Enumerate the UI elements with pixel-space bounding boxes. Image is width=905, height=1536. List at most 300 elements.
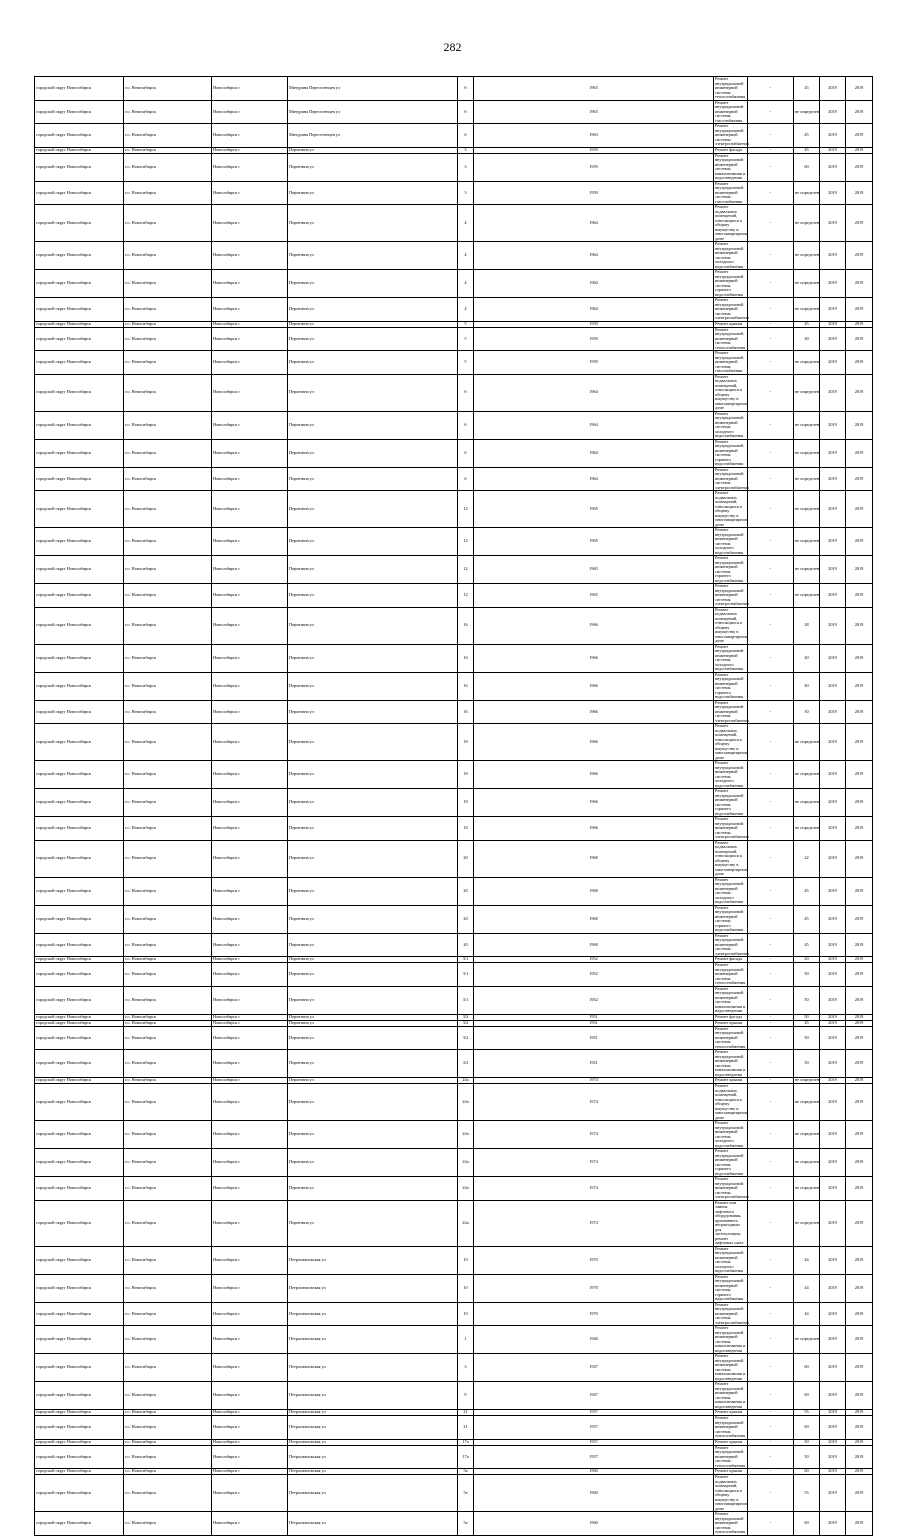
dash-cell: - bbox=[748, 351, 794, 375]
house-number-cell: 24а bbox=[458, 1084, 474, 1121]
year-to-cell: 2019 bbox=[846, 374, 873, 411]
term-cell: 60 bbox=[794, 1354, 820, 1382]
term-cell: не определен bbox=[794, 270, 820, 298]
dash-cell: - bbox=[748, 1302, 794, 1326]
term-cell: 30 bbox=[794, 327, 820, 351]
municipality-cell: городской округ Новосибирск bbox=[35, 1014, 124, 1020]
year-to-cell: 2019 bbox=[846, 1121, 873, 1149]
house-number-cell: 5а bbox=[458, 1469, 474, 1475]
work-type-cell: Ремонт внутридомовой инженерной системы электроснабжения bbox=[715, 123, 749, 146]
year-from-cell: 2019 bbox=[820, 1416, 846, 1440]
build-year-cell: 1964 bbox=[474, 374, 714, 411]
dash-cell: - bbox=[748, 700, 794, 724]
settlement-cell: г.о. Новосибирск bbox=[124, 1026, 212, 1050]
locality-cell: Новосибирск г bbox=[212, 986, 288, 1014]
street-cell: Перовтина ул bbox=[288, 411, 458, 439]
year-from-cell: 2019 bbox=[820, 1469, 846, 1475]
term-cell: не определен bbox=[794, 439, 820, 467]
municipality-cell: городской округ Новосибирск bbox=[35, 1149, 124, 1177]
house-number-cell: 4 bbox=[458, 270, 474, 298]
municipality-cell: городской округ Новосибирск bbox=[35, 1416, 124, 1440]
table-row bbox=[35, 298, 873, 322]
street-cell: Перовтина ул bbox=[288, 1050, 458, 1078]
locality-cell: Новосибирск г bbox=[212, 1416, 288, 1440]
dash-cell: - bbox=[748, 840, 794, 877]
locality-cell: Новосибирск г bbox=[212, 1084, 288, 1121]
build-year-cell: 1965 bbox=[474, 584, 714, 608]
term-cell: 40 bbox=[794, 644, 820, 672]
locality-cell: Новосибирск г bbox=[212, 411, 288, 439]
term-cell: не определен bbox=[794, 205, 820, 242]
settlement-cell: г.о. Новосибирск bbox=[124, 817, 212, 841]
year-from-cell: 2019 bbox=[820, 1274, 846, 1302]
year-to-cell: 2019 bbox=[846, 963, 873, 987]
municipality-cell: городской округ Новосибирск bbox=[35, 789, 124, 817]
year-from-cell: 2019 bbox=[820, 905, 846, 933]
term-cell: 44 bbox=[794, 1274, 820, 1302]
work-type-cell: Ремонт внутридомовой инженерной системы электроснабжения bbox=[715, 297, 749, 320]
dash-cell: - bbox=[748, 724, 794, 761]
table-row bbox=[35, 789, 873, 817]
house-number-cell: 5 bbox=[458, 321, 474, 327]
build-year-cell: 1968 bbox=[474, 840, 714, 877]
municipality-cell: городской округ Новосибирск bbox=[35, 1274, 124, 1302]
term-cell: 45 bbox=[794, 147, 820, 153]
house-number-cell: 10 bbox=[458, 1246, 474, 1274]
dash-cell: - bbox=[748, 761, 794, 789]
work-type-cell: Ремонт внутридомовой инженерной системы электроснабжения bbox=[715, 816, 749, 839]
dash-cell: - bbox=[748, 556, 794, 584]
municipality-cell: городской округ Новосибирск bbox=[35, 147, 124, 153]
municipality-cell: городской округ Новосибирск bbox=[35, 411, 124, 439]
build-year-cell: 1966 bbox=[474, 672, 714, 700]
municipality-cell: городской округ Новосибирск bbox=[35, 242, 124, 270]
build-year-cell: 1965 bbox=[474, 491, 714, 528]
year-to-cell: 2019 bbox=[846, 1026, 873, 1050]
locality-cell: Новосибирск г bbox=[212, 840, 288, 877]
term-cell: 45 bbox=[794, 321, 820, 327]
municipality-cell: городской округ Новосибирск bbox=[35, 957, 124, 963]
municipality-cell: городской округ Новосибирск bbox=[35, 351, 124, 375]
term-cell: не определен bbox=[794, 100, 820, 124]
settlement-cell: г.о. Новосибирск bbox=[124, 644, 212, 672]
table-row bbox=[35, 840, 873, 877]
register-body bbox=[35, 77, 873, 1536]
year-to-cell: 2019 bbox=[846, 1416, 873, 1440]
work-type-cell: Ремонт внутридомовой инженерной системы холодного водоснабжения bbox=[714, 1121, 748, 1149]
street-cell: Перовтина ул bbox=[288, 181, 458, 205]
settlement-cell: г.о. Новосибирск bbox=[124, 242, 212, 270]
municipality-cell: городской округ Новосибирск bbox=[35, 77, 124, 101]
build-year-cell: 1963 bbox=[474, 77, 714, 101]
work-type-cell: Ремонт подвальных помещений, относящихся к общему имуществу в многоквартирном доме bbox=[715, 204, 748, 241]
locality-cell: Новосибирск г bbox=[212, 1014, 288, 1020]
work-type-cell: Ремонт внутридомовой инженерной системы канализования и водоотведения bbox=[714, 1326, 748, 1354]
house-number-cell: 9 bbox=[458, 1382, 474, 1410]
locality-cell: Новосибирск г bbox=[212, 467, 288, 491]
municipality-cell: городской округ Новосибирск bbox=[35, 556, 124, 584]
municipality-cell: городской округ Новосибирск bbox=[35, 817, 124, 841]
build-year-cell: 1947 bbox=[474, 1382, 714, 1410]
year-to-cell: 2019 bbox=[846, 933, 873, 957]
street-cell: Перовтина ул bbox=[288, 467, 458, 491]
table-row bbox=[35, 411, 873, 439]
table-row bbox=[35, 351, 873, 375]
work-type-cell: Ремонт внутридомовой инженерной системы электроснабжения bbox=[715, 699, 749, 723]
term-cell: 60 bbox=[794, 1382, 820, 1410]
work-type-cell: Ремонт фасада bbox=[714, 1014, 748, 1020]
dash-cell: - bbox=[748, 467, 794, 491]
dash-cell: - bbox=[748, 1439, 794, 1445]
street-cell: Перовтина ул bbox=[288, 1084, 458, 1121]
dash-cell: - bbox=[748, 1326, 794, 1354]
municipality-cell: городской округ Новосибирск bbox=[35, 270, 124, 298]
year-from-cell: 2019 bbox=[820, 963, 846, 987]
dash-cell: - bbox=[748, 1020, 794, 1026]
work-type-cell: Ремонт внутридомовой инженерной системы канализования и водоотведения bbox=[714, 1050, 748, 1078]
dash-cell: - bbox=[748, 789, 794, 817]
locality-cell: Новосибирск г bbox=[212, 1246, 288, 1274]
year-from-cell: 2019 bbox=[820, 1078, 846, 1084]
locality-cell: Новосибирск г bbox=[212, 124, 288, 148]
year-from-cell: 2019 bbox=[820, 1020, 846, 1026]
term-cell: не определен bbox=[794, 491, 820, 528]
build-year-cell: 1964 bbox=[474, 270, 714, 298]
year-from-cell: 2019 bbox=[820, 607, 846, 644]
year-to-cell: 2019 bbox=[846, 124, 873, 148]
settlement-cell: г.о. Новосибирск bbox=[124, 1512, 212, 1536]
year-to-cell: 2019 bbox=[846, 1200, 873, 1246]
dash-cell: - bbox=[748, 124, 794, 148]
term-cell: не определен bbox=[795, 1077, 820, 1083]
table-row bbox=[35, 205, 873, 242]
work-type-cell: Ремонт внутридомовой инженерной системы электроснабжения bbox=[715, 1176, 749, 1199]
house-number-cell: 3/1 bbox=[458, 963, 474, 987]
work-type-cell: Ремонт внутридомовой инженерной системы холодного водоснабжения bbox=[714, 761, 748, 789]
municipality-cell: городской округ Новосибирск bbox=[35, 124, 124, 148]
locality-cell: Новосибирск г bbox=[212, 1382, 288, 1410]
settlement-cell: г.о. Новосибирск bbox=[124, 439, 212, 467]
build-year-cell: 1966 bbox=[474, 700, 714, 724]
year-from-cell: 2019 bbox=[820, 77, 846, 101]
street-cell: Перовтина ул bbox=[288, 957, 458, 963]
year-from-cell: 2019 bbox=[820, 1445, 846, 1469]
table-row bbox=[35, 181, 873, 205]
street-cell: Перовтина ул bbox=[288, 1200, 458, 1246]
work-type-cell: Ремонт внутридомовой инженерной системы горячего водоснабжения bbox=[714, 439, 748, 467]
year-from-cell: 2019 bbox=[820, 100, 846, 124]
street-cell: Петропавловская ул bbox=[288, 1445, 458, 1469]
year-to-cell: 2019 bbox=[846, 957, 873, 963]
house-number-cell: 12 bbox=[458, 584, 474, 608]
year-to-cell: 2019 bbox=[846, 1445, 873, 1469]
table-row bbox=[35, 1200, 873, 1246]
street-cell: Перовтина ул bbox=[288, 327, 458, 351]
municipality-cell: городской округ Новосибирск bbox=[35, 761, 124, 789]
year-to-cell: 2019 bbox=[846, 1274, 873, 1302]
locality-cell: Новосибирск г bbox=[212, 1177, 288, 1201]
year-to-cell: 2019 bbox=[846, 644, 873, 672]
dash-cell: - bbox=[748, 1246, 794, 1274]
build-year-cell: 1960 bbox=[474, 1512, 714, 1536]
work-type-cell: Ремонт крыши bbox=[714, 321, 748, 327]
street-cell: Перовтина ул bbox=[288, 439, 458, 467]
house-number-cell: 6 bbox=[458, 374, 474, 411]
year-from-cell: 2019 bbox=[820, 840, 846, 877]
locality-cell: Новосибирск г bbox=[212, 528, 288, 556]
table-row bbox=[35, 439, 873, 467]
term-cell: 44 bbox=[794, 1302, 820, 1326]
build-year-cell: 1964 bbox=[474, 439, 714, 467]
settlement-cell: г.о. Новосибирск bbox=[124, 1475, 212, 1512]
build-year-cell: 1959 bbox=[474, 327, 714, 351]
dash-cell: - bbox=[748, 374, 794, 411]
year-to-cell: 2019 bbox=[846, 327, 873, 351]
municipality-cell: городской округ Новосибирск bbox=[35, 1445, 124, 1469]
street-cell: Перовтина ул bbox=[288, 1014, 458, 1020]
dash-cell: - bbox=[748, 1050, 794, 1078]
work-type-cell: Ремонт внутридомовой инженерной системы теплоснабжения bbox=[714, 1416, 748, 1440]
dash-cell: - bbox=[748, 1014, 794, 1020]
dash-cell: - bbox=[748, 298, 794, 322]
build-year-cell: 1946 bbox=[474, 1326, 714, 1354]
street-cell: Мичурина Переселенцев ул bbox=[288, 77, 458, 101]
municipality-cell: городской округ Новосибирск bbox=[35, 327, 124, 351]
dash-cell: - bbox=[748, 1469, 794, 1475]
settlement-cell: г.о. Новосибирск bbox=[124, 528, 212, 556]
settlement-cell: г.о. Новосибирск bbox=[124, 1177, 212, 1201]
table-row bbox=[35, 270, 873, 298]
build-year-cell: 1951 bbox=[474, 1014, 714, 1020]
street-cell: Перовтина ул bbox=[288, 1121, 458, 1149]
build-year-cell: 1966 bbox=[474, 724, 714, 761]
dash-cell: - bbox=[748, 77, 794, 101]
work-type-cell: Ремонт подвальных помещений, относящихся к общему имуществу в многоквартирном доме bbox=[715, 1474, 748, 1511]
locality-cell: Новосибирск г bbox=[212, 1121, 288, 1149]
term-cell: не определен bbox=[794, 467, 820, 491]
municipality-cell: городской округ Новосибирск bbox=[35, 963, 124, 987]
street-cell: Перовтина ул bbox=[288, 700, 458, 724]
year-to-cell: 2019 bbox=[846, 556, 873, 584]
settlement-cell: г.о. Новосибирск bbox=[124, 1354, 212, 1382]
table-row bbox=[35, 124, 873, 148]
street-cell: Перовтина ул bbox=[288, 789, 458, 817]
settlement-cell: г.о. Новосибирск bbox=[124, 1302, 212, 1326]
dash-cell: - bbox=[748, 607, 794, 644]
settlement-cell: г.о. Новосибирск bbox=[124, 1084, 212, 1121]
settlement-cell: г.о. Новосибирск bbox=[124, 181, 212, 205]
table-row bbox=[35, 374, 873, 411]
street-cell: Перовтина ул bbox=[288, 905, 458, 933]
term-cell: не определен bbox=[794, 374, 820, 411]
year-to-cell: 2019 bbox=[846, 147, 873, 153]
build-year-cell: 1968 bbox=[474, 877, 714, 905]
year-to-cell: 2019 bbox=[846, 528, 873, 556]
street-cell: Перовтина ул bbox=[288, 986, 458, 1014]
house-number-cell: 3 bbox=[458, 181, 474, 205]
dash-cell: - bbox=[748, 321, 794, 327]
settlement-cell: г.о. Новосибирск bbox=[124, 1014, 212, 1020]
municipality-cell: городской округ Новосибирск bbox=[35, 439, 124, 467]
build-year-cell: 1970 bbox=[474, 1246, 714, 1274]
settlement-cell: г.о. Новосибирск bbox=[124, 77, 212, 101]
term-cell: 60 bbox=[794, 1469, 820, 1475]
locality-cell: Новосибирск г bbox=[212, 963, 288, 987]
year-to-cell: 2019 bbox=[846, 672, 873, 700]
settlement-cell: г.о. Новосибирск bbox=[124, 1469, 212, 1475]
municipality-cell: городской округ Новосибирск bbox=[35, 724, 124, 761]
dash-cell: - bbox=[748, 963, 794, 987]
build-year-cell: 1957 bbox=[474, 1410, 714, 1416]
build-year-cell: 1963 bbox=[474, 124, 714, 148]
locality-cell: Новосибирск г bbox=[212, 77, 288, 101]
dash-cell: - bbox=[748, 242, 794, 270]
municipality-cell: городской округ Новосибирск bbox=[35, 1026, 124, 1050]
year-from-cell: 2019 bbox=[820, 1354, 846, 1382]
year-from-cell: 2019 bbox=[820, 1026, 846, 1050]
municipality-cell: городской округ Новосибирск bbox=[35, 933, 124, 957]
year-to-cell: 2019 bbox=[846, 153, 873, 181]
municipality-cell: городской округ Новосибирск bbox=[35, 986, 124, 1014]
term-cell: не определен bbox=[794, 181, 820, 205]
work-type-cell: Ремонт внутридомовой инженерной системы теплоснабжения bbox=[714, 1026, 748, 1050]
settlement-cell: г.о. Новосибирск bbox=[124, 556, 212, 584]
municipality-cell: городской округ Новосибирск bbox=[35, 491, 124, 528]
municipality-cell: городской округ Новосибирск bbox=[35, 1469, 124, 1475]
dash-cell: - bbox=[748, 1512, 794, 1536]
build-year-cell: 1964 bbox=[474, 242, 714, 270]
term-cell: не определен bbox=[794, 789, 820, 817]
term-cell: 44 bbox=[794, 1246, 820, 1274]
year-from-cell: 2019 bbox=[820, 298, 846, 322]
year-to-cell: 2019 bbox=[846, 1410, 873, 1416]
year-to-cell: 2019 bbox=[846, 877, 873, 905]
locality-cell: Новосибирск г bbox=[212, 607, 288, 644]
table-row bbox=[35, 1274, 873, 1302]
build-year-cell: 1965 bbox=[474, 528, 714, 556]
year-to-cell: 2019 bbox=[846, 1177, 873, 1201]
house-number-cell: 3/2 bbox=[458, 1026, 474, 1050]
year-from-cell: 2019 bbox=[820, 644, 846, 672]
term-cell: не определен bbox=[794, 411, 820, 439]
term-cell: 50 bbox=[794, 1439, 820, 1445]
dash-cell: - bbox=[748, 100, 794, 124]
settlement-cell: г.о. Новосибирск bbox=[124, 124, 212, 148]
settlement-cell: г.о. Новосибирск bbox=[124, 1326, 212, 1354]
locality-cell: Новосибирск г bbox=[212, 1439, 288, 1445]
year-to-cell: 2019 bbox=[846, 351, 873, 375]
year-from-cell: 2019 bbox=[820, 1382, 846, 1410]
dash-cell: - bbox=[748, 1121, 794, 1149]
street-cell: Перовтина ул bbox=[288, 840, 458, 877]
settlement-cell: г.о. Новосибирск bbox=[124, 1020, 212, 1026]
term-cell: не определен bbox=[794, 556, 820, 584]
build-year-cell: 1957 bbox=[474, 1416, 714, 1440]
year-from-cell: 2019 bbox=[820, 327, 846, 351]
locality-cell: Новосибирск г bbox=[212, 1274, 288, 1302]
street-cell: Перовтина ул bbox=[288, 556, 458, 584]
dash-cell: - bbox=[748, 411, 794, 439]
capital-repair-register-table bbox=[34, 76, 873, 1536]
locality-cell: Новосибирск г bbox=[212, 1326, 288, 1354]
municipality-cell: городской округ Новосибирск bbox=[35, 584, 124, 608]
year-from-cell: 2019 bbox=[820, 321, 846, 327]
work-type-cell: Ремонт внутридомовой инженерной системы теплоснабжения bbox=[714, 327, 748, 351]
year-to-cell: 2019 bbox=[846, 1014, 873, 1020]
settlement-cell: г.о. Новосибирск bbox=[124, 840, 212, 877]
house-number-cell: 20 bbox=[458, 933, 474, 957]
settlement-cell: г.о. Новосибирск bbox=[124, 1200, 212, 1246]
locality-cell: Новосибирск г bbox=[212, 761, 288, 789]
house-number-cell: 6 bbox=[458, 124, 474, 148]
settlement-cell: г.о. Новосибирск bbox=[124, 957, 212, 963]
work-type-cell: Ремонт внутридомовой инженерной системы теплоснабжения bbox=[714, 77, 748, 101]
settlement-cell: г.о. Новосибирск bbox=[124, 1382, 212, 1410]
table-row bbox=[35, 1302, 873, 1326]
street-cell: Перовтина ул bbox=[288, 351, 458, 375]
build-year-cell: 1959 bbox=[474, 181, 714, 205]
dash-cell: - bbox=[748, 181, 794, 205]
term-cell: 60 bbox=[794, 1416, 820, 1440]
locality-cell: Новосибирск г bbox=[212, 556, 288, 584]
table-row bbox=[35, 817, 873, 841]
settlement-cell: г.о. Новосибирск bbox=[124, 986, 212, 1014]
settlement-cell: г.о. Новосибирск bbox=[124, 933, 212, 957]
build-year-cell: 1960 bbox=[474, 1475, 714, 1512]
house-number-cell: 24а bbox=[458, 1177, 474, 1201]
house-number-cell: 18 bbox=[458, 789, 474, 817]
house-number-cell: 3 bbox=[458, 153, 474, 181]
term-cell: не определен bbox=[794, 761, 820, 789]
table-row bbox=[35, 672, 873, 700]
work-type-cell: Ремонт внутридомовой инженерной системы горячего водоснабжения bbox=[714, 270, 748, 298]
term-cell: 55 bbox=[794, 1475, 820, 1512]
work-type-cell: Ремонт внутридомовой инженерной системы горячего водоснабжения bbox=[714, 556, 748, 584]
work-type-cell: Ремонт внутридомовой инженерной системы холодного водоснабжения bbox=[714, 1246, 748, 1274]
dash-cell: - bbox=[748, 905, 794, 933]
locality-cell: Новосибирск г bbox=[212, 153, 288, 181]
work-type-cell: Ремонт внутридомовой инженерной системы холодного водоснабжения bbox=[714, 242, 748, 270]
work-type-cell: Ремонт внутридомовой инженерной системы газоснабжения bbox=[714, 351, 748, 375]
work-type-cell: Ремонт или замена лифтового оборудования, признанного непригодным для эксплуатации, ремонт лифтовых шахт bbox=[714, 1200, 748, 1246]
dash-cell: - bbox=[748, 270, 794, 298]
dash-cell: - bbox=[748, 1177, 794, 1201]
table-row bbox=[35, 1326, 873, 1354]
work-type-cell: Ремонт внутридомовой инженерной системы газоснабжения bbox=[714, 181, 748, 205]
table-row bbox=[35, 986, 873, 1014]
street-cell: Мичурина Переселенцев ул bbox=[288, 124, 458, 148]
year-to-cell: 2019 bbox=[846, 1354, 873, 1382]
table-row bbox=[35, 1084, 873, 1121]
dash-cell: - bbox=[748, 1416, 794, 1440]
term-cell: не определен bbox=[794, 1084, 820, 1121]
term-cell: не определен bbox=[794, 1200, 820, 1246]
locality-cell: Новосибирск г bbox=[212, 1354, 288, 1382]
house-number-cell: 17а bbox=[458, 1439, 474, 1445]
table-row bbox=[35, 1177, 873, 1201]
term-cell: не определен bbox=[794, 351, 820, 375]
year-from-cell: 2019 bbox=[820, 1475, 846, 1512]
dash-cell: - bbox=[748, 1274, 794, 1302]
work-type-cell: Ремонт внутридомовой инженерной системы горячего водоснабжения bbox=[714, 1149, 748, 1177]
street-cell: Перовтина ул bbox=[288, 153, 458, 181]
year-to-cell: 2019 bbox=[846, 270, 873, 298]
street-cell: Перовтина ул bbox=[288, 205, 458, 242]
settlement-cell: г.о. Новосибирск bbox=[124, 298, 212, 322]
municipality-cell: городской округ Новосибирск bbox=[35, 1475, 124, 1512]
build-year-cell: 1970 bbox=[474, 1274, 714, 1302]
term-cell: 50 bbox=[794, 1445, 820, 1469]
